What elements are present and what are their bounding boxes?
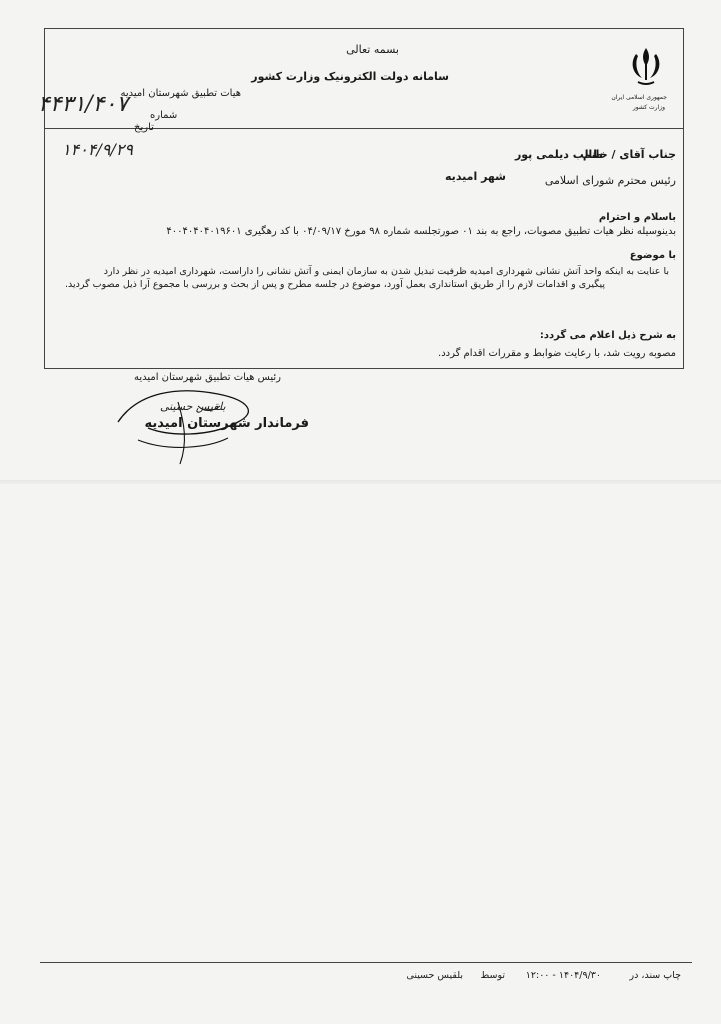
signatory-role: فرماندار شهرستان امیدیه [144, 416, 309, 431]
issuer-name: هیات تطبیق شهرستان امیدیه [120, 88, 241, 99]
footer-print-time: ۱۲:۰۰ - ۱۴۰۴/۹/۳۰ [525, 970, 601, 981]
letter-date-value: ۱۴۰۴/۹/۲۹ [62, 140, 133, 159]
footer-print-label: چاپ سند، در [629, 970, 681, 981]
footer-divider [40, 962, 692, 963]
chair-title: رئیس هیات تطبیق شهرستان امیدیه [133, 372, 281, 383]
paper-fold-shadow [0, 480, 721, 484]
frame-right-line [683, 28, 684, 368]
letter-number-value: ۴۴۳۱/۴۰۷ [38, 92, 129, 117]
footer-by-label: توسط [480, 970, 505, 981]
subject-line-1: با عنایت به اینکه واحد آتش نشانی شهرداری امیدیه ظرفیت تبدیل شدن به سازمان ایمنی و آتش نشانی را داراست، شهرداری امیدیه در نظر دارد [103, 266, 669, 277]
footer-printed-by: بلقیس حسینی [406, 970, 463, 981]
subject-label: با موضوع [629, 250, 676, 261]
date-label: تاریخ [134, 122, 154, 133]
emblem-caption-1: جمهوری اسلامی ایران [611, 94, 667, 101]
system-title: سامانه دولت الکترونیک وزارت کشور [251, 70, 449, 83]
iran-emblem-icon [624, 44, 668, 90]
recipient-salutation: جناب آقای / خانم [582, 148, 676, 161]
recipient-name: طالب دیلمی پور [514, 148, 603, 161]
recipient-city: شهر امیدیه [445, 170, 506, 183]
emblem-caption-2: وزارت کشور [632, 104, 665, 111]
number-label: شماره [150, 110, 178, 121]
decision-text: مصوبه رویت شد، با رعایت ضوابط و مقررات اقدام گردد. [438, 348, 676, 359]
recipient-title: رئیس محترم شورای اسلامی [544, 174, 676, 187]
bismillah: بسمه تعالی [346, 43, 399, 56]
declared-label: به شرح ذیل اعلام می گردد: [539, 330, 676, 341]
intro-text: بدینوسیله نظر هیات تطبیق مصوبات، راجع به بند ۰۱ صورتجلسه شماره ۹۸ مورخ ۰۴/۰۹/۱۷ با کد رهگیری ۴۰۰۴۰۴۰۴۰۱۹۶۰۱ [166, 226, 676, 237]
frame-bottom-line [44, 368, 684, 369]
frame-top-line [44, 28, 684, 29]
signature-handwritten-name: بلقیس حسینی [160, 400, 226, 413]
frame-left-line [44, 28, 45, 368]
greeting: باسلام و احترام [598, 212, 676, 223]
subject-line-2: پیگیری و اقدامات لازم را از طریق استانداری بعمل آورد، موضوع در جلسه مطرح و پس از بحث و بررسی با مجموع آرا ذیل مصوب گردید. [64, 279, 605, 290]
